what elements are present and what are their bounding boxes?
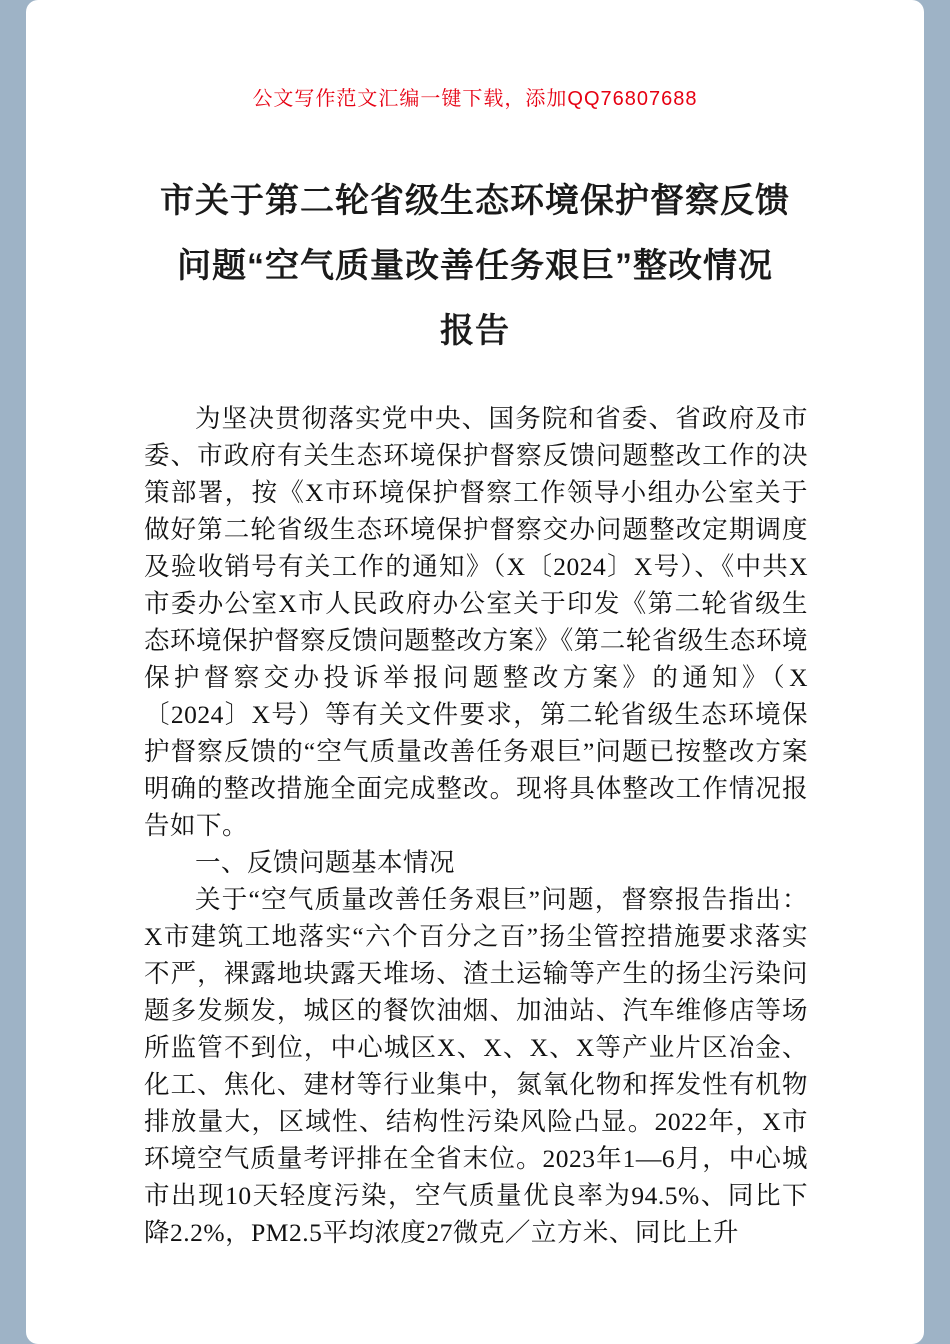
- title-line-3: 报告: [440, 312, 510, 350]
- document-body: [144, 400, 808, 1251]
- paragraph-intro: 为坚决贯彻落实党中央、国务院和省委、省政府及市委、市政府有关生态环境保护督察反馈问题整改工作的决策部署，按《X市环境保护督察工作领导小组办公室关于做好第二轮省级生态环境保护督察交办问题整改定期调度及验收销号有关工作的通知》（X〔2024〕X号）、《中共X市委办公室X市人民政府办公室关于印发《第二轮省级生态环境保护督察反馈问题整改方案》《第二轮省级生态环境保护督察交办投诉举报问题整改方案》的通知》（X〔2024〕X号）等有关文件要求，第二轮省级生态环境保护督察反馈的“空气质量改善任务艰巨”问题已按整改方案明确的整改措施全面完成整改。现将具体整改工作情况报告如下。: [144, 404, 808, 840]
- title-line-1: 市关于第二轮省级生态环境保护督察反馈: [160, 182, 790, 220]
- title-line-2: 问题“空气质量改善任务艰巨”整改情况: [177, 247, 773, 285]
- document-page: [26, 0, 924, 1344]
- paragraph-problem-description: 关于“空气质量改善任务艰巨”问题，督察报告指出：X市建筑工地落实“六个百分之百”扬尘管控措施要求落实不严，裸露地块露天堆场、渣土运输等产生的扬尘污染问题多发频发，城区的餐饮油烟、加油站、汽车维修店等场所监管不到位，中心城区X、X、X、X等产业片区冶金、化工、焦化、建材等行业集中，氮氧化物和挥发性有机物排放量大，区域性、结构性污染风险凸显。2022年，X市环境空气质量考评排在全省末位。2023年1—6月，中心城市出现10天轻度污染，空气质量优良率为94.5%、同比下降2.2%，PM2.5平均浓度27微克／立方米、同比上升: [144, 885, 808, 1247]
- section-heading-feedback-basics: 一、反馈问题基本情况: [195, 848, 456, 877]
- promo-banner: 公文写作范文汇编一键下载，添加QQ76807688: [252, 88, 698, 110]
- document-title: [86, 169, 864, 364]
